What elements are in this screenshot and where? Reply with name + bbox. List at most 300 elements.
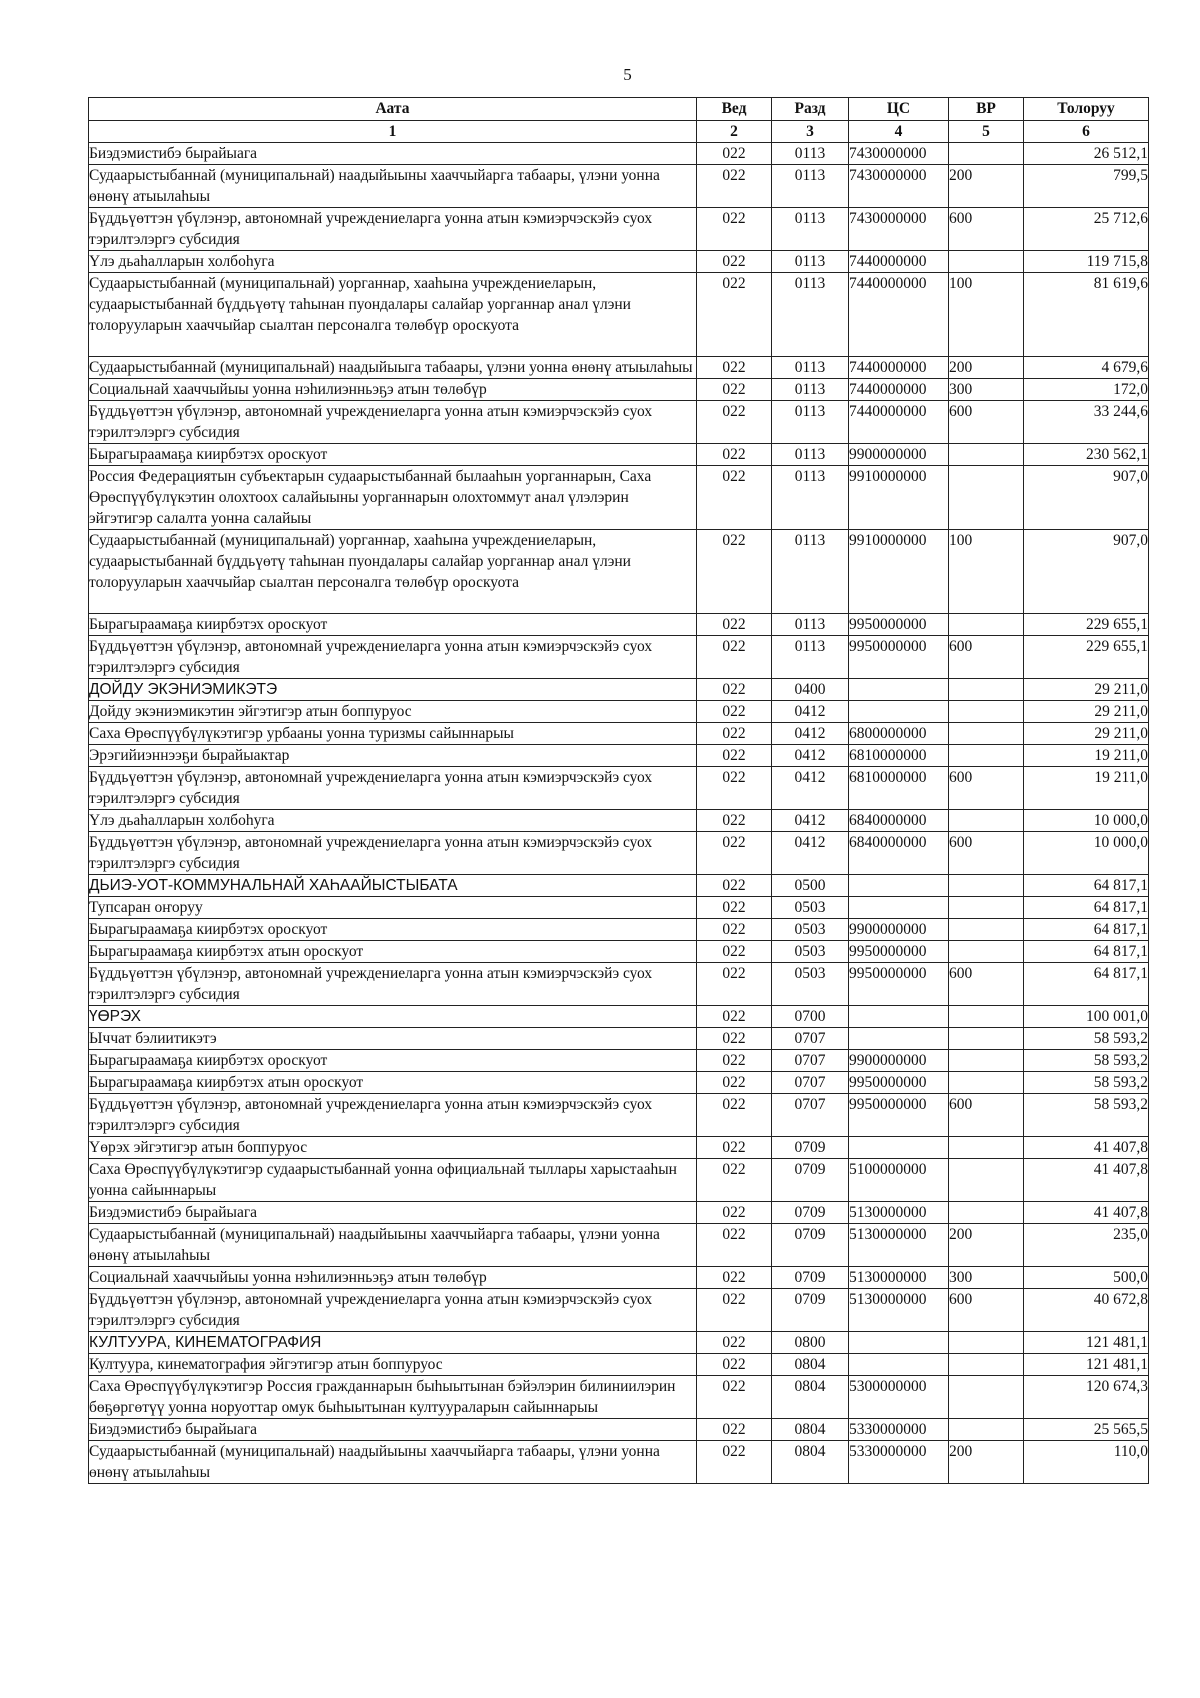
cell-vr: 600 — [949, 208, 1024, 251]
cell-name: Судаарыстыбаннай (муниципальнай) наадыйыыны хааччыйарга табаары, үлэни уонна өнөнү атыылаһыы — [89, 1224, 697, 1267]
cell-sum: 58 593,2 — [1024, 1094, 1149, 1137]
cell-vr — [949, 1159, 1024, 1202]
cell-vr — [949, 1419, 1024, 1441]
cell-name: Бырагыраамаҕа киирбэтэх атын ороскуот — [89, 1072, 697, 1094]
cell-ved: 022 — [697, 1224, 772, 1267]
cell-sum: 29 211,0 — [1024, 701, 1149, 723]
cell-cs: 5330000000 — [849, 1441, 949, 1484]
table-row — [89, 1202, 1149, 1224]
cell-ved: 022 — [697, 767, 772, 810]
cell-cs: 9910000000 — [849, 466, 949, 530]
cell-ved: 022 — [697, 208, 772, 251]
cell-ved: 022 — [697, 723, 772, 745]
cell-razd: 0113 — [772, 466, 849, 530]
column-number-row — [89, 121, 1149, 143]
table-row — [89, 679, 1149, 701]
cell-name: Бүддьүөттэн үбүлэнэр, автономнай учреждениеларга уонна атын кэмиэрчэскэйэ суох тэрилтэлэргэ субсидия — [89, 1289, 697, 1332]
cell-vr: 600 — [949, 401, 1024, 444]
table-row — [89, 919, 1149, 941]
cell-razd: 0709 — [772, 1137, 849, 1159]
table-row — [89, 723, 1149, 745]
cell-ved: 022 — [697, 1050, 772, 1072]
cell-cs: 9950000000 — [849, 1072, 949, 1094]
cell-sum: 58 593,2 — [1024, 1028, 1149, 1050]
cell-name: Бырагыраамаҕа киирбэтэх ороскуот — [89, 1050, 697, 1072]
cell-ved: 022 — [697, 1137, 772, 1159]
cell-cs: 5130000000 — [849, 1267, 949, 1289]
cell-cs — [849, 897, 949, 919]
page-number: 5 — [623, 65, 632, 84]
cell-razd: 0804 — [772, 1354, 849, 1376]
cell-name: Саха Өрөспүүбүлүкэтигэр Россия гражданнарын быһыытынан бэйэлэрин билиниилэрин бөҕөргөтүү уонна норуоттар омук быһыытынан култуураларын сайыннарыы — [89, 1376, 697, 1419]
cell-razd: 0707 — [772, 1094, 849, 1137]
cell-name: КУЛТУУРА, КИНЕМАТОГРАФИЯ — [89, 1332, 697, 1354]
cell-vr: 300 — [949, 379, 1024, 401]
cell-ved: 022 — [697, 444, 772, 466]
cell-name: Бүддьүөттэн үбүлэнэр, автономнай учреждениеларга уонна атын кэмиэрчэскэйэ суох тэрилтэлэргэ субсидия — [89, 636, 697, 679]
cell-ved: 022 — [697, 1006, 772, 1028]
cell-razd: 0503 — [772, 963, 849, 1006]
cell-ved: 022 — [697, 875, 772, 897]
cell-sum: 58 593,2 — [1024, 1072, 1149, 1094]
cell-sum: 235,0 — [1024, 1224, 1149, 1267]
cell-razd: 0503 — [772, 941, 849, 963]
cell-razd: 0412 — [772, 701, 849, 723]
cell-vr: 200 — [949, 357, 1024, 379]
cell-cs: 9950000000 — [849, 614, 949, 636]
cell-ved: 022 — [697, 357, 772, 379]
cell-razd: 0500 — [772, 875, 849, 897]
cell-razd: 0113 — [772, 251, 849, 273]
cell-cs — [849, 875, 949, 897]
cell-cs: 9910000000 — [849, 530, 949, 614]
table-row — [89, 251, 1149, 273]
table-row — [89, 701, 1149, 723]
column-number: 3 — [772, 121, 849, 143]
cell-vr — [949, 1354, 1024, 1376]
cell-sum: 29 211,0 — [1024, 723, 1149, 745]
cell-cs: 7430000000 — [849, 208, 949, 251]
table-row — [89, 208, 1149, 251]
cell-vr: 600 — [949, 767, 1024, 810]
cell-vr: 200 — [949, 1441, 1024, 1484]
cell-cs: 9950000000 — [849, 636, 949, 679]
cell-vr — [949, 1376, 1024, 1419]
cell-cs: 9950000000 — [849, 1094, 949, 1137]
cell-razd: 0113 — [772, 208, 849, 251]
table-row — [89, 614, 1149, 636]
cell-name: Россия Федерациятын субъектарын судаарыстыбаннай былааһын уорганнарын, Саха Өрөспүүбүлүкэтин олохтоох салайыыны уорганнарын олохтоммут анал үлэлэрин эйгэтигэр салалта уонна салайыы — [89, 466, 697, 530]
cell-vr: 600 — [949, 636, 1024, 679]
cell-cs — [849, 1028, 949, 1050]
table-row — [89, 1419, 1149, 1441]
header-ved: Вед — [697, 98, 772, 121]
cell-cs: 5130000000 — [849, 1224, 949, 1267]
cell-name: Тупсаран оҥоруу — [89, 897, 697, 919]
column-number: 1 — [89, 121, 697, 143]
cell-name: Үлэ дьаһалларын холбоһуга — [89, 251, 697, 273]
cell-sum: 33 244,6 — [1024, 401, 1149, 444]
table-row — [89, 1354, 1149, 1376]
cell-name: Бүддьүөттэн үбүлэнэр, автономнай учреждениеларга уонна атын кэмиэрчэскэйэ суох тэрилтэлэргэ субсидия — [89, 832, 697, 875]
cell-ved: 022 — [697, 832, 772, 875]
cell-ved: 022 — [697, 701, 772, 723]
cell-razd: 0503 — [772, 919, 849, 941]
cell-ved: 022 — [697, 273, 772, 357]
cell-razd: 0412 — [772, 723, 849, 745]
cell-vr: 600 — [949, 832, 1024, 875]
cell-razd: 0412 — [772, 767, 849, 810]
column-number: 6 — [1024, 121, 1149, 143]
cell-name: Ыччат бэлиитикэтэ — [89, 1028, 697, 1050]
cell-razd: 0113 — [772, 273, 849, 357]
cell-vr — [949, 679, 1024, 701]
cell-razd: 0113 — [772, 401, 849, 444]
cell-sum: 25 712,6 — [1024, 208, 1149, 251]
table-row — [89, 1159, 1149, 1202]
cell-sum: 230 562,1 — [1024, 444, 1149, 466]
cell-cs: 9900000000 — [849, 1050, 949, 1072]
cell-vr — [949, 1137, 1024, 1159]
cell-ved: 022 — [697, 897, 772, 919]
cell-razd: 0412 — [772, 832, 849, 875]
cell-razd: 0804 — [772, 1376, 849, 1419]
cell-sum: 119 715,8 — [1024, 251, 1149, 273]
cell-razd: 0400 — [772, 679, 849, 701]
cell-razd: 0804 — [772, 1441, 849, 1484]
cell-ved: 022 — [697, 919, 772, 941]
table-row — [89, 379, 1149, 401]
cell-razd: 0707 — [772, 1028, 849, 1050]
cell-vr — [949, 941, 1024, 963]
table-row — [89, 466, 1149, 530]
cell-name: ДОЙДУ ЭКЭНИЭМИКЭТЭ — [89, 679, 697, 701]
cell-vr: 100 — [949, 273, 1024, 357]
cell-vr: 600 — [949, 963, 1024, 1006]
cell-name: Саха Өрөспүүбүлүкэтигэр судаарыстыбаннай уонна официальнай тыллары харыстааһын уонна сайыннарыы — [89, 1159, 697, 1202]
cell-sum: 64 817,1 — [1024, 875, 1149, 897]
cell-cs — [849, 701, 949, 723]
cell-vr — [949, 1072, 1024, 1094]
table-body — [89, 143, 1149, 1484]
cell-razd: 0700 — [772, 1006, 849, 1028]
cell-name: Бырагыраамаҕа киирбэтэх атын ороскуот — [89, 941, 697, 963]
cell-ved: 022 — [697, 165, 772, 208]
cell-vr: 300 — [949, 1267, 1024, 1289]
cell-vr — [949, 810, 1024, 832]
cell-cs — [849, 1137, 949, 1159]
cell-vr — [949, 1028, 1024, 1050]
cell-sum: 58 593,2 — [1024, 1050, 1149, 1072]
cell-cs: 9950000000 — [849, 941, 949, 963]
cell-razd: 0804 — [772, 1419, 849, 1441]
table-row — [89, 1376, 1149, 1419]
cell-name: Бырагыраамаҕа киирбэтэх ороскуот — [89, 919, 697, 941]
cell-name: Бүддьүөттэн үбүлэнэр, автономнай учреждениеларга уонна атын кэмиэрчэскэйэ суох тэрилтэлэргэ субсидия — [89, 963, 697, 1006]
cell-cs — [849, 1354, 949, 1376]
cell-razd: 0709 — [772, 1224, 849, 1267]
cell-razd: 0113 — [772, 444, 849, 466]
cell-name: ДЬИЭ-УОТ-КОММУНАЛЬНАЙ ХАҺААЙЫСТЫБАТА — [89, 875, 697, 897]
cell-ved: 022 — [697, 466, 772, 530]
cell-cs: 7440000000 — [849, 251, 949, 273]
header-row — [89, 98, 1149, 121]
cell-sum: 500,0 — [1024, 1267, 1149, 1289]
table-row — [89, 530, 1149, 614]
cell-sum: 110,0 — [1024, 1441, 1149, 1484]
cell-sum: 100 001,0 — [1024, 1006, 1149, 1028]
cell-razd: 0709 — [772, 1289, 849, 1332]
cell-ved: 022 — [697, 1419, 772, 1441]
cell-cs: 5130000000 — [849, 1202, 949, 1224]
cell-ved: 022 — [697, 636, 772, 679]
cell-cs: 9900000000 — [849, 444, 949, 466]
cell-name: Саха Өрөспүүбүлүкэтигэр урбааны уонна туризмы сайыннарыы — [89, 723, 697, 745]
cell-razd: 0503 — [772, 897, 849, 919]
cell-cs: 7440000000 — [849, 379, 949, 401]
cell-ved: 022 — [697, 251, 772, 273]
cell-sum: 172,0 — [1024, 379, 1149, 401]
table-row — [89, 875, 1149, 897]
cell-sum: 41 407,8 — [1024, 1159, 1149, 1202]
cell-sum: 41 407,8 — [1024, 1137, 1149, 1159]
cell-razd: 0707 — [772, 1050, 849, 1072]
column-number: 4 — [849, 121, 949, 143]
cell-ved: 022 — [697, 1441, 772, 1484]
cell-name: Бүддьүөттэн үбүлэнэр, автономнай учреждениеларга уонна атын кэмиэрчэскэйэ суох тэрилтэлэргэ субсидия — [89, 767, 697, 810]
cell-sum: 25 565,5 — [1024, 1419, 1149, 1441]
cell-cs: 5130000000 — [849, 1289, 949, 1332]
header-name: Аата — [89, 98, 697, 121]
cell-cs: 9950000000 — [849, 963, 949, 1006]
cell-sum: 41 407,8 — [1024, 1202, 1149, 1224]
table-row — [89, 1224, 1149, 1267]
cell-sum: 229 655,1 — [1024, 636, 1149, 679]
cell-vr: 600 — [949, 1094, 1024, 1137]
cell-name: Социальнай хааччыйыы уонна нэһилиэнньэҕэ атын төлөбүр — [89, 379, 697, 401]
cell-vr: 600 — [949, 1289, 1024, 1332]
cell-vr — [949, 614, 1024, 636]
cell-ved: 022 — [697, 143, 772, 165]
cell-vr — [949, 1050, 1024, 1072]
cell-ved: 022 — [697, 679, 772, 701]
cell-cs: 7430000000 — [849, 143, 949, 165]
cell-sum: 19 211,0 — [1024, 767, 1149, 810]
cell-vr — [949, 701, 1024, 723]
cell-vr: 100 — [949, 530, 1024, 614]
cell-ved: 022 — [697, 1094, 772, 1137]
cell-vr — [949, 745, 1024, 767]
cell-vr — [949, 897, 1024, 919]
cell-razd: 0113 — [772, 379, 849, 401]
cell-razd: 0113 — [772, 614, 849, 636]
cell-ved: 022 — [697, 614, 772, 636]
table-row — [89, 897, 1149, 919]
cell-cs — [849, 1006, 949, 1028]
cell-sum: 64 817,1 — [1024, 897, 1149, 919]
cell-sum: 40 672,8 — [1024, 1289, 1149, 1332]
cell-vr — [949, 723, 1024, 745]
cell-name: ҮӨРЭХ — [89, 1006, 697, 1028]
cell-ved: 022 — [697, 941, 772, 963]
cell-sum: 120 674,3 — [1024, 1376, 1149, 1419]
table-row — [89, 1094, 1149, 1137]
cell-razd: 0113 — [772, 357, 849, 379]
cell-razd: 0709 — [772, 1202, 849, 1224]
cell-ved: 022 — [697, 810, 772, 832]
cell-ved: 022 — [697, 1332, 772, 1354]
cell-cs: 9900000000 — [849, 919, 949, 941]
cell-vr — [949, 919, 1024, 941]
column-number: 5 — [949, 121, 1024, 143]
table-row — [89, 357, 1149, 379]
cell-ved: 022 — [697, 1354, 772, 1376]
cell-cs — [849, 679, 949, 701]
table-row — [89, 1137, 1149, 1159]
cell-ved: 022 — [697, 1072, 772, 1094]
cell-razd: 0707 — [772, 1072, 849, 1094]
cell-name: Социальнай хааччыйыы уонна нэһилиэнньэҕэ атын төлөбүр — [89, 1267, 697, 1289]
cell-cs: 7440000000 — [849, 357, 949, 379]
header-sum: Толоруу — [1024, 98, 1149, 121]
cell-name: Дойду экэниэмикэтин эйгэтигэр атын боппуруос — [89, 701, 697, 723]
cell-sum: 19 211,0 — [1024, 745, 1149, 767]
cell-cs: 5100000000 — [849, 1159, 949, 1202]
table-row — [89, 1028, 1149, 1050]
cell-sum: 64 817,1 — [1024, 941, 1149, 963]
cell-razd: 0709 — [772, 1159, 849, 1202]
cell-ved: 022 — [697, 530, 772, 614]
budget-table — [88, 97, 1149, 1484]
cell-sum: 81 619,6 — [1024, 273, 1149, 357]
cell-vr — [949, 1202, 1024, 1224]
table-row — [89, 1267, 1149, 1289]
cell-razd: 0113 — [772, 530, 849, 614]
table-row — [89, 401, 1149, 444]
cell-cs: 7440000000 — [849, 401, 949, 444]
cell-name: Судаарыстыбаннай (муниципальнай) наадыйыыны хааччыйарга табаары, үлэни уонна өнөнү атыылаһыы — [89, 1441, 697, 1484]
cell-ved: 022 — [697, 1028, 772, 1050]
cell-name: Култуура, кинематография эйгэтигэр атын боппуруос — [89, 1354, 697, 1376]
cell-cs: 5330000000 — [849, 1419, 949, 1441]
cell-sum: 4 679,6 — [1024, 357, 1149, 379]
cell-sum: 26 512,1 — [1024, 143, 1149, 165]
table-row — [89, 143, 1149, 165]
cell-ved: 022 — [697, 1202, 772, 1224]
table-row — [89, 767, 1149, 810]
table-row — [89, 1332, 1149, 1354]
cell-name: Эрэгийиэннээҕи бырайыактар — [89, 745, 697, 767]
cell-razd: 0709 — [772, 1267, 849, 1289]
cell-name: Судаарыстыбаннай (муниципальнай) уорганнар, хааһына учреждениеларын, судаарыстыбаннай бүддьүөтү таһынан пуондалары салайар уорганнар анал үлэни толорууларын хааччыйар сыалтан персоналга төлөбүр ороскуота — [89, 530, 697, 614]
cell-name: Судаарыстыбаннай (муниципальнай) уорганнар, хааһына учреждениеларын, судаарыстыбаннай бүддьүөтү таһынан пуондалары салайар уорганнар анал үлэни толорууларын хааччыйар сыалтан персоналга төлөбүр ороскуота — [89, 273, 697, 357]
table-row — [89, 963, 1149, 1006]
table-row — [89, 1006, 1149, 1028]
cell-razd: 0800 — [772, 1332, 849, 1354]
cell-razd: 0412 — [772, 745, 849, 767]
cell-ved: 022 — [697, 1376, 772, 1419]
cell-vr — [949, 875, 1024, 897]
header-razd: Разд — [772, 98, 849, 121]
cell-name: Судаарыстыбаннай (муниципальнай) наадыйыыны хааччыйарга табаары, үлэни уонна өнөнү атыылаһыы — [89, 165, 697, 208]
cell-razd: 0113 — [772, 165, 849, 208]
cell-ved: 022 — [697, 1159, 772, 1202]
cell-sum: 907,0 — [1024, 530, 1149, 614]
cell-name: Бырагыраамаҕа киирбэтэх ороскуот — [89, 444, 697, 466]
table-row — [89, 273, 1149, 357]
cell-razd: 0113 — [772, 636, 849, 679]
table-row — [89, 832, 1149, 875]
table-row — [89, 1072, 1149, 1094]
cell-cs: 7440000000 — [849, 273, 949, 357]
cell-cs — [849, 1332, 949, 1354]
header-cs: ЦС — [849, 98, 949, 121]
cell-sum: 229 655,1 — [1024, 614, 1149, 636]
cell-vr — [949, 143, 1024, 165]
cell-vr — [949, 444, 1024, 466]
cell-vr: 200 — [949, 165, 1024, 208]
table-row — [89, 1050, 1149, 1072]
cell-cs: 6840000000 — [849, 832, 949, 875]
table-row — [89, 1289, 1149, 1332]
column-number: 2 — [697, 121, 772, 143]
cell-cs: 6810000000 — [849, 745, 949, 767]
cell-name: Биэдэмистибэ бырайыага — [89, 1202, 697, 1224]
cell-cs: 5300000000 — [849, 1376, 949, 1419]
cell-name: Бүддьүөттэн үбүлэнэр, автономнай учреждениеларга уонна атын кэмиэрчэскэйэ суох тэрилтэлэргэ субсидия — [89, 208, 697, 251]
cell-vr — [949, 251, 1024, 273]
cell-ved: 022 — [697, 379, 772, 401]
cell-name: Үөрэх эйгэтигэр атын боппуруос — [89, 1137, 697, 1159]
cell-sum: 907,0 — [1024, 466, 1149, 530]
table-row — [89, 165, 1149, 208]
cell-sum: 29 211,0 — [1024, 679, 1149, 701]
cell-razd: 0412 — [772, 810, 849, 832]
cell-name: Судаарыстыбаннай (муниципальнай) наадыйыыга табаары, үлэни уонна өнөнү атыылаһыы — [89, 357, 697, 379]
cell-name: Бүддьүөттэн үбүлэнэр, автономнай учреждениеларга уонна атын кэмиэрчэскэйэ суох тэрилтэлэргэ субсидия — [89, 1094, 697, 1137]
cell-cs: 6810000000 — [849, 767, 949, 810]
cell-ved: 022 — [697, 1289, 772, 1332]
cell-sum: 121 481,1 — [1024, 1354, 1149, 1376]
cell-vr: 200 — [949, 1224, 1024, 1267]
cell-vr — [949, 1006, 1024, 1028]
cell-name: Бүддьүөттэн үбүлэнэр, автономнай учреждениеларга уонна атын кэмиэрчэскэйэ суох тэрилтэлэргэ субсидия — [89, 401, 697, 444]
cell-sum: 10 000,0 — [1024, 832, 1149, 875]
cell-name: Бырагыраамаҕа киирбэтэх ороскуот — [89, 614, 697, 636]
cell-razd: 0113 — [772, 143, 849, 165]
table-row — [89, 636, 1149, 679]
cell-ved: 022 — [697, 1267, 772, 1289]
cell-cs: 6800000000 — [849, 723, 949, 745]
cell-vr — [949, 1332, 1024, 1354]
cell-ved: 022 — [697, 401, 772, 444]
table-row — [89, 745, 1149, 767]
cell-name: Үлэ дьаһалларын холбоһуга — [89, 810, 697, 832]
header-vr: ВР — [949, 98, 1024, 121]
cell-ved: 022 — [697, 963, 772, 1006]
table-row — [89, 444, 1149, 466]
cell-sum: 799,5 — [1024, 165, 1149, 208]
cell-sum: 64 817,1 — [1024, 919, 1149, 941]
cell-name: Биэдэмистибэ бырайыага — [89, 143, 697, 165]
cell-sum: 64 817,1 — [1024, 963, 1149, 1006]
cell-sum: 10 000,0 — [1024, 810, 1149, 832]
cell-cs: 6840000000 — [849, 810, 949, 832]
cell-vr — [949, 466, 1024, 530]
cell-ved: 022 — [697, 745, 772, 767]
cell-sum: 121 481,1 — [1024, 1332, 1149, 1354]
cell-name: Биэдэмистибэ бырайыага — [89, 1419, 697, 1441]
